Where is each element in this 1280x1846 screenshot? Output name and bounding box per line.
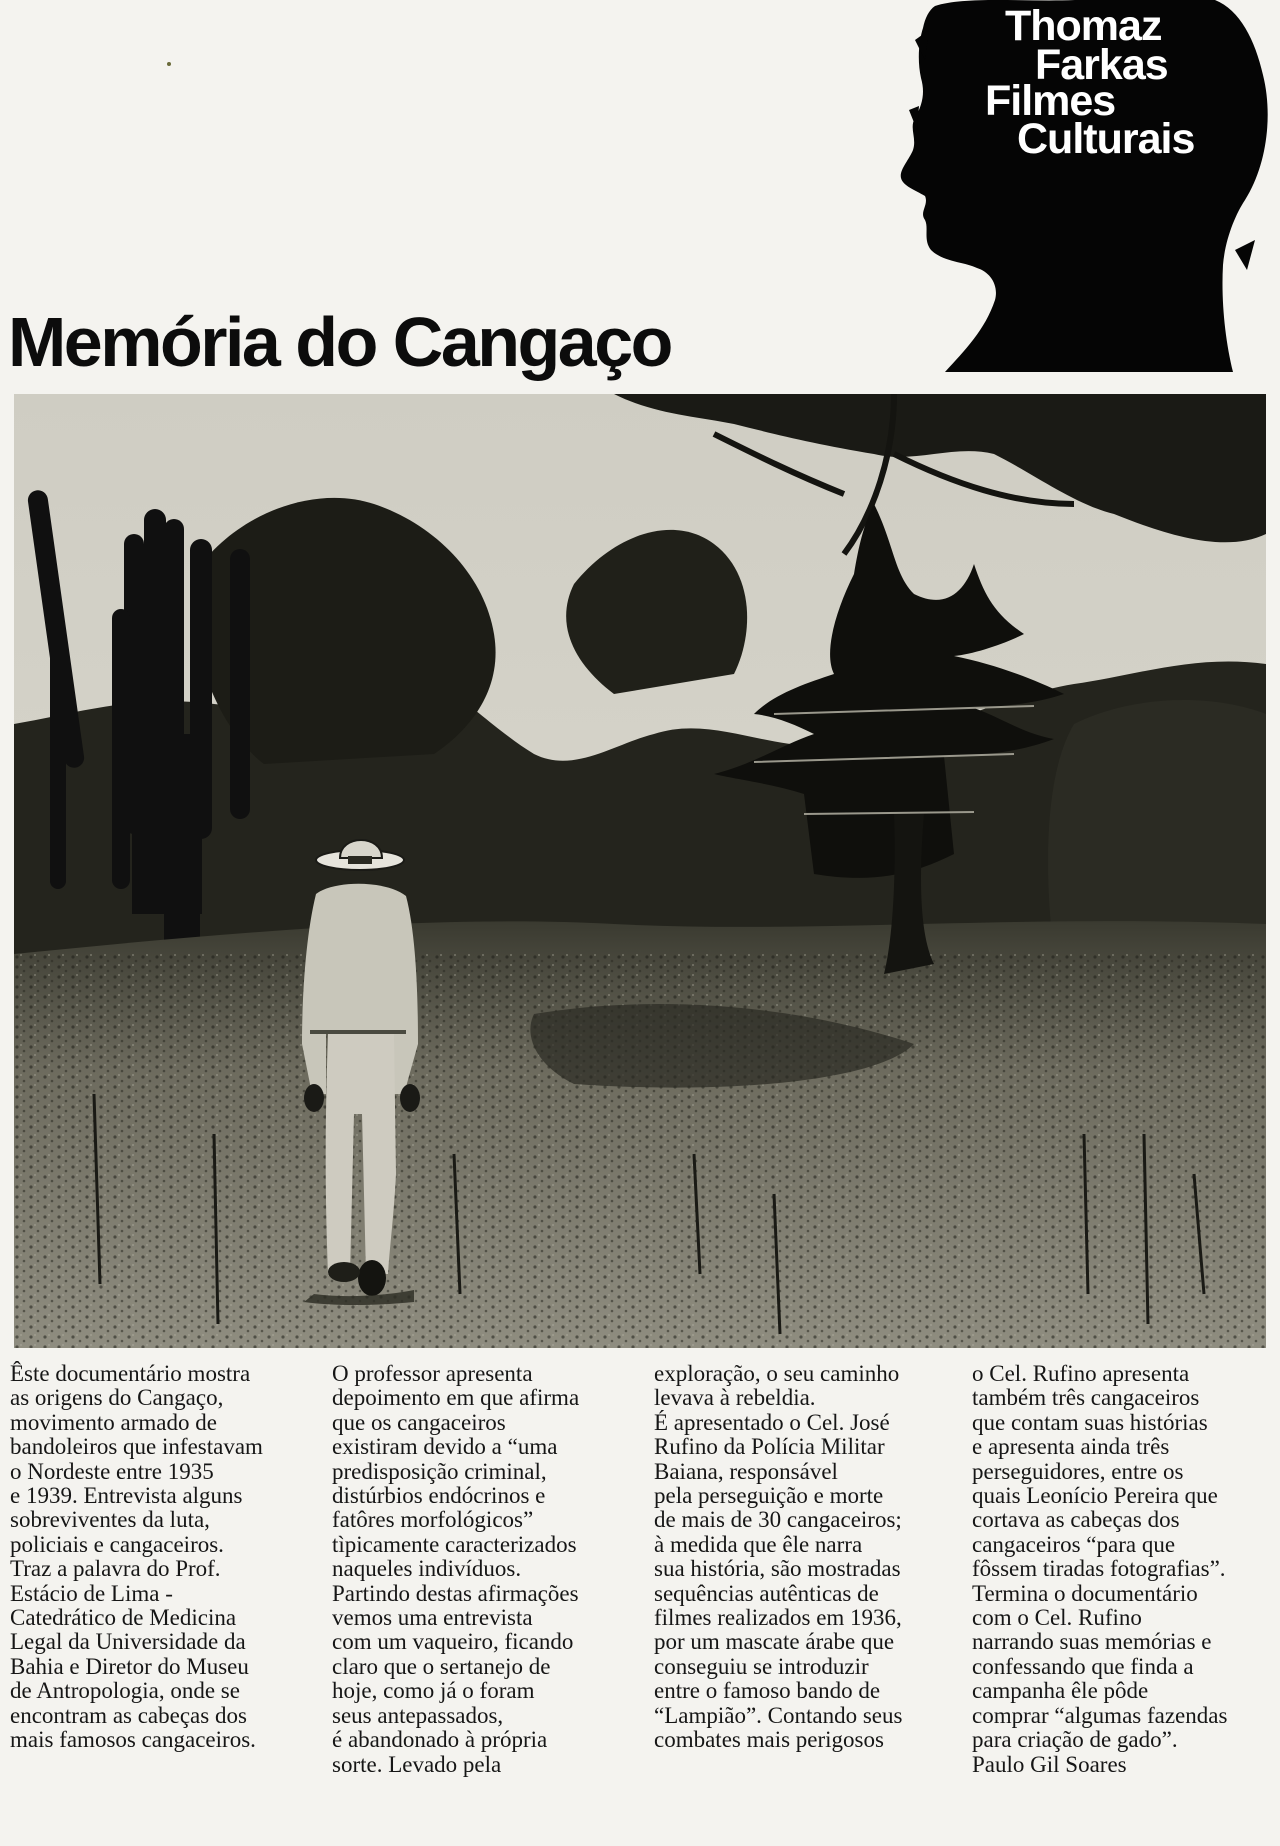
logo-line-thomaz: Thomaz [1005, 2, 1162, 50]
text-line: Catedrático de Medicina [10, 1605, 237, 1631]
text-line: Baiana, responsável [654, 1458, 838, 1484]
text-line: policiais e cangaceiros. [10, 1531, 224, 1557]
text-line: campanha êle pôde [972, 1678, 1149, 1704]
text-line: o Cel. Rufino apresenta [972, 1361, 1190, 1386]
text-line: à medida que êle narra [654, 1531, 863, 1557]
text-line: para criação de gado”. [972, 1727, 1178, 1753]
text-line: existiram devido a “uma [332, 1434, 558, 1460]
text-line: exploração, o seu caminho [654, 1361, 900, 1386]
text-line: de Antropologia, onde se [10, 1678, 240, 1704]
text-line: filmes realizados em 1936, [654, 1605, 902, 1631]
text-line: movimento armado de [10, 1409, 217, 1435]
text-line: bandoleiros que infestavam [10, 1434, 263, 1460]
article-photo [14, 394, 1266, 1348]
text-line: predisposição criminal, [332, 1458, 547, 1484]
text-line: cortava as cabeças dos [972, 1507, 1180, 1533]
article-column-1 [10, 1362, 263, 1753]
text-line: seus antepassados, [332, 1702, 504, 1728]
text-line: que os cangaceiros [332, 1409, 506, 1435]
text-line: É apresentado o Cel. José [654, 1409, 890, 1435]
text-line: perseguidores, entre os [972, 1458, 1184, 1484]
text-line: tìpicamente caracterizados [332, 1531, 577, 1557]
text-line: por um mascate árabe que [654, 1629, 895, 1655]
article-title: Memória do Cangaço [8, 303, 671, 381]
text-line: é abandonado à própria [332, 1727, 548, 1753]
text-line: Rufino da Polícia Militar [654, 1434, 885, 1460]
text-line: narrando suas memórias e [972, 1629, 1212, 1655]
text-line: “Lampião”. Contando seus [654, 1702, 903, 1728]
text-line: com o Cel. Rufino [972, 1605, 1142, 1631]
text-line: e apresenta ainda três [972, 1434, 1170, 1460]
article-column-4 [972, 1362, 1227, 1777]
text-line: com um vaqueiro, ficando [332, 1629, 574, 1655]
text-line: quais Leonício Pereira que [972, 1483, 1218, 1509]
text-line: Legal da Universidade da [10, 1629, 246, 1655]
text-line: Termina o documentário [972, 1580, 1198, 1606]
logo-line-culturais: Culturais [1017, 115, 1195, 163]
text-line: que contam suas histórias [972, 1409, 1208, 1435]
text-line: sobreviventes da luta, [10, 1507, 210, 1533]
text-line: as origens do Cangaço, [10, 1385, 224, 1411]
text-line: Traz a palavra do Prof. [10, 1556, 221, 1582]
text-line: Êste documentário mostra [10, 1361, 251, 1386]
text-line: e 1939. Entrevista alguns [10, 1483, 243, 1509]
print-speck [167, 62, 171, 66]
text-line: confessando que finda a [972, 1653, 1194, 1679]
logo-wordmark [895, 0, 1275, 375]
article-column-2 [332, 1362, 579, 1777]
logo-line-farkas: Farkas [1035, 41, 1168, 89]
text-line: levava à rebeldia. [654, 1385, 816, 1411]
caatinga-landscape-image [14, 394, 1266, 1348]
logo-line-filmes: Filmes [985, 77, 1116, 125]
article-column-3 [654, 1362, 902, 1753]
text-line: pela perseguição e morte [654, 1483, 884, 1509]
text-line: de mais de 30 cangaceiros; [654, 1507, 902, 1533]
text-line: distúrbios endócrinos e [332, 1483, 546, 1509]
text-line: entre o famoso bando de [654, 1678, 881, 1704]
text-line: o Nordeste entre 1935 [10, 1458, 214, 1484]
text-line: vemos uma entrevista [332, 1605, 533, 1631]
text-line: hoje, como já o foram [332, 1678, 535, 1704]
text-line: O professor apresenta [332, 1361, 533, 1386]
text-line: conseguiu se introduzir [654, 1653, 869, 1679]
text-line: fatôres morfológicos” [332, 1507, 534, 1533]
text-line: encontram as cabeças dos [10, 1702, 247, 1728]
author-byline: Paulo Gil Soares [972, 1751, 1127, 1777]
text-line: sorte. Levado pela [332, 1751, 502, 1777]
text-line: Partindo destas afirmações [332, 1580, 579, 1606]
text-line: Bahia e Diretor do Museu [10, 1653, 249, 1679]
text-line: claro que o sertanejo de [332, 1653, 551, 1679]
text-line: depoimento em que afirma [332, 1385, 580, 1411]
text-line: também três cangaceiros [972, 1385, 1200, 1411]
text-line: sequências autênticas de [654, 1580, 879, 1606]
text-line: fôssem tiradas fotografias”. [972, 1556, 1226, 1582]
text-line: Estácio de Lima - [10, 1580, 173, 1606]
thomaz-farkas-logo [895, 0, 1275, 375]
text-line: cangaceiros “para que [972, 1531, 1176, 1557]
article-body [10, 1362, 1270, 1846]
text-line: naqueles indivíduos. [332, 1556, 522, 1582]
text-line: sua história, são mostradas [654, 1556, 901, 1582]
text-line: comprar “algumas fazendas [972, 1702, 1228, 1728]
text-line: combates mais perigosos [654, 1727, 884, 1753]
text-line: mais famosos cangaceiros. [10, 1727, 256, 1753]
